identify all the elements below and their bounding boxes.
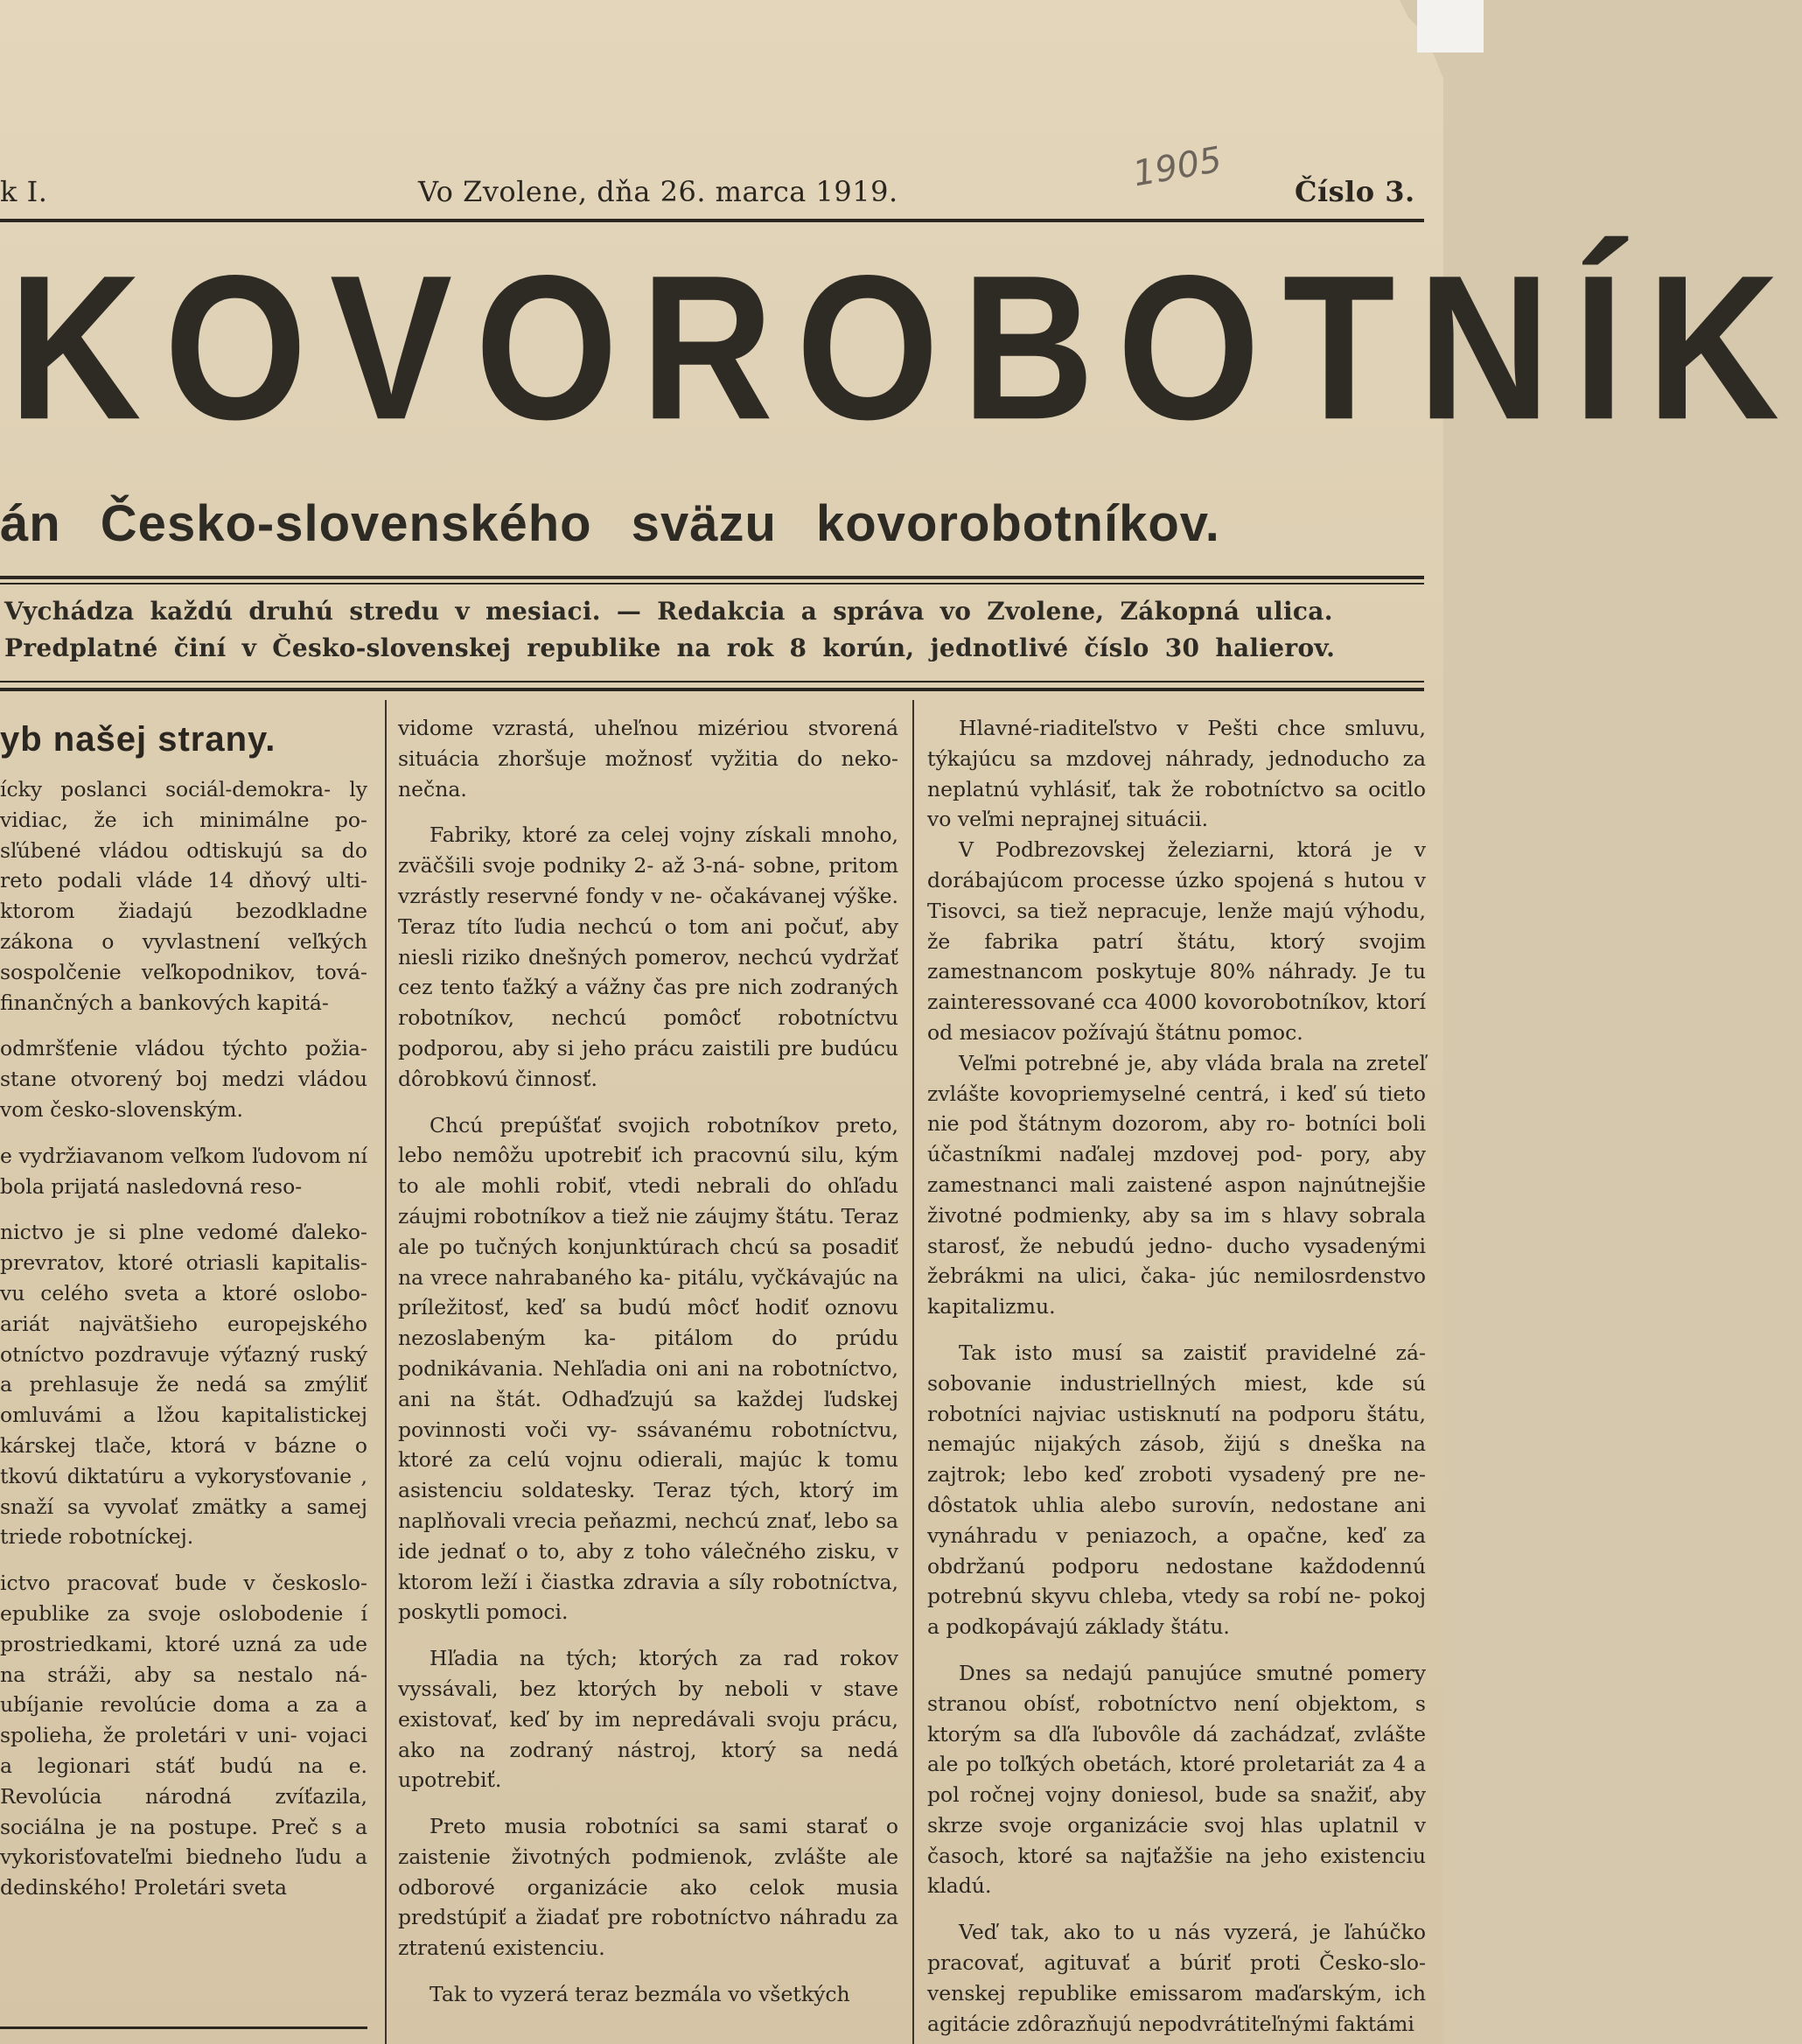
masthead-rule-top-thin: [0, 583, 1424, 584]
paragraph: odmršťenie vládou týchto požia- stane otvorený boj medzi vládou vom česko-slovenským.: [0, 1036, 367, 1122]
paragraph: Hľadia na tých; ktorých za rad rokov vyssávali, bez ktorých by neboli v stave existovať, keď by im nepredávali svoju prácu, ako na zodraný nástroj, ktorý sa nedá upotrebiť.: [398, 1646, 898, 1793]
paragraph: Veľmi potrebné je, aby vláda brala na zreteľ zvlášte kovopriemyselné centrá, i keď sú tieto nie pod štátnym dozorom, aby ro- botníci boli účastníkmi naďalej mzdovej pod- pory, aby zamestnanci mali zaistené aspon najnútnejšie životné podmienky, aby sa im s hlavy sobrala starosť, že nebudú jedno- ducho vysadenými žebrákmi na ulici, čaka- júc nemilosrdenstvo kapitalizmu.: [927, 1050, 1426, 1320]
paragraph: Dnes sa nedajú panujúce smutné pomery stranou obísť, robotníctvo není objektom, s ktorým sa dľa ľubovôle dá zachádzať, zvlášte ale po toľkých obetách, ktoré proletariát za 4 a pol ročnej vojny doniesol, bude sa snažiť, aby skrze svoje organizácie svoj hlas uplatnil v časoch, ktoré sa najťažšie na jeho existenciu kladú.: [927, 1660, 1426, 1899]
paragraph: Tak to vyzerá teraz bezmála vo všetkých: [430, 1982, 850, 2007]
paragraph: Fabriky, ktoré za celej vojny získali mnoho, zväčšili svoje podniky 2- až 3-ná- sobne, pritom vzrástly reservné fondy v ne- očakávanej výške. Teraz títo ľudia nechcú o tom ani počuť, aby niesli riziko dnešných pomerov, nechcú vydržať cez tento ťažký a vážny čas pre nich zodraných robotníkov, nechcú pomôcť robotníctvu podporou, aby si jeho prácu zaistili pre budúcu dôrobkovú činnosť.: [398, 822, 898, 1091]
header-rule: [0, 219, 1424, 222]
paragraph: Veď tak, ako to u nás vyzerá, je ľahúčko pracovať, agituvať a búriť proti Česko-slo- venskej republike emissarom maďarským, ich agitácie zdôrazňujú nepodvrátiteľnými faktámi: [927, 1920, 1426, 2036]
column-rule-1: [385, 700, 387, 2044]
background-corner: [1417, 0, 1484, 52]
masthead-subtitle: án Česko-slovenského sväzu kovorobotníkov.: [0, 495, 1220, 552]
info-rule-thin: [0, 681, 1424, 682]
article-title: yb našej strany.: [0, 720, 276, 759]
column-middle: [398, 713, 898, 2044]
info-rule: [0, 688, 1424, 691]
date-line: Vo Zvolene, dňa 26. marca 1919.: [418, 175, 898, 208]
masthead-title: KOVOROBOTNÍK: [9, 232, 1802, 463]
paragraph: nictvo je si plne vedomé ďaleko- prevratov, ktoré otriasli kapitalis- vu celého sveta a ktoré oslobo- ariát najvätšieho europejského otníctvo pozdravuje výťazný ruský a prehlasuje že nedá sa zmýliť omluvámi a lžou kapitalistickej kárskej tlače, ktorá v bázne o tkovú diktatúru a vykorysťovanie , snaží sa vyvolať zmätky a samej triede robotníckej.: [0, 1220, 367, 1550]
paragraph: V Podbrezovskej železiarni, ktorá je v dorábajúcom processe úzko spojená s hutou v Tisovci, sa tiež nepracuje, lenže majú výhodu, že fabrika patrí štátu, ktorý svojim zamestnancom poskytuje 80% náhrady. Je tu zainteressované cca 4000 kovorobotníkov, ktorí od mesiacov požívajú štátnu pomoc.: [927, 837, 1426, 1045]
masthead-rule-top: [0, 576, 1424, 579]
column-right: [927, 713, 1426, 2044]
pencil-note: 1905: [1129, 139, 1226, 195]
issue-number: Číslo 3.: [1295, 175, 1415, 208]
paragraph: ictvo pracovať bude v českoslo- epublike za svoje oslobodenie í prostriedkami, ktoré uzná za ude na stráži, aby sa nestalo ná- ubíjanie revolúcie doma a za a spolieha, že proletári v uni- vojaci a legionari stáť budú na e. Revolúcia národná zvíťazila, sociálna je na postupe. Preč s a vykorisťovateľmi biedneho ľudu a dedinského! Proletári sveta: [0, 1571, 367, 1900]
paragraph: ícky poslanci sociál-demokra- ly vidiac, že ich minimálne po- sľúbené vládou odtiskujú sa do reto podali vláde 14 dňový ulti- ktorom žiadajú bezodkladne zákona o vyvlastnení veľkých sospolčenie veľkopodnikov, tová- finančných a bankových kapitá-: [0, 777, 367, 1015]
paragraph: Preto musia robotníci sa sami starať o zaistenie životných podmienok, zvlášte ale odborové organizácie ako celok musia predstúpiť a žiadať pre robotníctvo náhradu za ztratenú existenciu.: [398, 1814, 898, 1961]
subscription-info: Predplatné činí v Česko-slovenskej republike na rok 8 korún, jednotlivé číslo 30 halierov.: [4, 634, 1336, 662]
paragraph: Hlavné-riaditeľstvo v Pešti chce smluvu, týkajúcu sa mzdovej náhrady, jednoducho za neplatnú vyhlásiť, tak že robotníctvo sa ocitlo vo veľmi neprajnej situácii.: [927, 716, 1426, 832]
volume-label: k I.: [0, 175, 48, 208]
left-column-bottom-rule: [0, 2026, 367, 2029]
publication-info: Vychádza každú druhú stredu v mesiaci. — Redakcia a správa vo Zvolene, Zákopná ulica.: [4, 597, 1333, 626]
paragraph: vidome vzrastá, uheľnou mizériou stvorená situácia zhoršuje možnosť vyžitia do neko- nečna.: [398, 716, 898, 802]
column-left: [0, 713, 367, 2044]
paragraph: Tak isto musí sa zaistiť pravidelné zá- sobovanie industriellných miest, kde sú robotníci najviac ustisknutí na podporu štátu, nemajúc nijakých zásob, žijú s dneška na zajtrok; lebo keď zroboti vysadený pre ne- dôstatok uhlia alebo surovín, nedostane ani vynáhradu v peniazoch, a opačne, keď za obdržanú podporu nedostane každodennú potrebnú skyvu chleba, vtedy sa robí ne- pokoj a podkopávajú základy štátu.: [927, 1340, 1426, 1640]
column-rule-2: [912, 700, 914, 2044]
paragraph: e vydržiavanom veľkom ľudovom ní bola prijatá nasledovná reso-: [0, 1143, 367, 1199]
paragraph: Chcú prepúšťať svojich robotníkov preto, lebo nemôžu upotrebiť ich pracovnú silu, kým to ale mohli robiť, vtedi nebrali do ohľadu záujmi robotníkov a tiež nie záujmy štátu. Teraz ale po tučných konjunktúrach chcú sa posadiť na vrece nahrabaného ka- pitálu, vyčkávajúc na príležitosť, keď sa budú môcť hodiť oznovu nezoslabeným ka- pitálom do prúdu podnikávania. Nehľadia oni ani na robotníctvo, ani na štát. Odhaďzujú sa každej ľudskej povinnosti voči vy- ssávanému robotníctvu, ktoré za celú vojnu odierali, majúc k tomu asistenciu soldatesky. Teraz tých, ktorý im naplňovali vrecia peňazmi, nechcú znať, lebo sa ide jednať o to, aby z toho válečného zisku, v ktorom leží i čiastka zdravia a síly robotníctva, poskytli pomoci.: [398, 1112, 898, 1625]
